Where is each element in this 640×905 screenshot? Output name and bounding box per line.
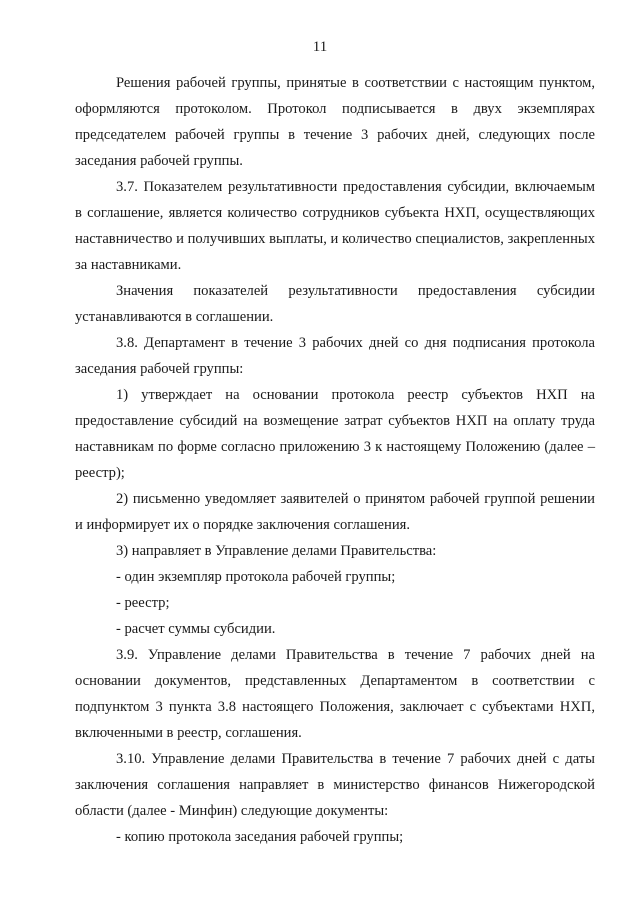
- paragraph-working-group-decisions: Решения рабочей группы, принятые в соответствии с настоящим пунктом, оформляются протоколом. Протокол подписывается в двух экземплярах председателем рабочей группы в течение 3 рабочих дней, следующих после заседания рабочей группы.: [75, 75, 595, 169]
- paragraph-3-8-item-3: 3) направляет в Управление делами Правительства:: [116, 543, 437, 559]
- paragraph-3-8-item-2: 2) письменно уведомляет заявителей о принятом рабочей группой решении и информирует их о порядке заключения соглашения.: [75, 491, 595, 533]
- paragraph-3-8-item-1: 1) утверждает на основании протокола реестр субъектов НХП на предоставление субсидий на возмещение затрат субъектов НХП на оплату труда наставникам по форме согласно приложению 3 к настоящему Положению (далее – реестр);: [75, 387, 595, 481]
- paragraph-3-8: 3.8. Департамент в течение 3 рабочих дней со дня подписания протокола заседания рабочей группы:: [75, 335, 595, 377]
- paragraph-3-10: 3.10. Управление делами Правительства в течение 7 рабочих дней с даты заключения соглашения направляет в министерство финансов Нижегородской области (далее - Минфин) следующие документы:: [75, 751, 595, 819]
- page-number: 11: [312, 39, 328, 55]
- document-body: [75, 70, 595, 850]
- list-item-subsidy-calculation: - расчет суммы субсидии.: [116, 621, 276, 637]
- list-item-protocol-meeting-copy: - копию протокола заседания рабочей группы;: [116, 829, 404, 845]
- paragraph-3-9: 3.9. Управление делами Правительства в течение 7 рабочих дней на основании документов, представленных Департаментом в соответствии с подпунктом 3 пункта 3.8 настоящего Положения, заключает с субъектами НХП, включенными в реестр, соглашения.: [75, 647, 595, 741]
- paragraph-3-7: 3.7. Показателем результативности предоставления субсидии, включаемым в соглашение, является количество сотрудников субъекта НХП, осуществляющих наставничество и получивших выплаты, и количество специалистов, закрепленных за наставниками.: [75, 179, 595, 273]
- list-item-protocol-copy: - один экземпляр протокола рабочей группы;: [116, 569, 396, 585]
- paragraph-indicator-values: Значения показателей результативности предоставления субсидии устанавливаются в соглашении.: [75, 283, 595, 325]
- list-item-registry: - реестр;: [116, 595, 170, 611]
